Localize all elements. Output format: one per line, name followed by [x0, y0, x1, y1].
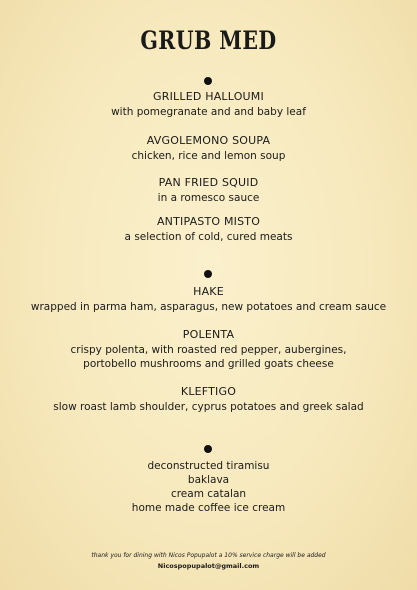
section-bullet-starters [204, 77, 212, 85]
dish-name: HAKE [193, 285, 224, 298]
dish-description: in a romesco sauce [157, 192, 260, 204]
dish-name: ANTIPASTO MISTO [156, 215, 261, 228]
dish-name: AVGOLEMONO SOUPA [146, 134, 271, 147]
dish-description: a selection of cold, cured meats [124, 231, 293, 243]
dish-name: GRILLED HALLOUMI [153, 90, 264, 103]
dessert-item: baklava [187, 474, 230, 486]
dessert-item: cream catalan [170, 488, 247, 500]
dessert-item: home made coffee ice cream [131, 502, 286, 514]
contact-email: Nicospopupalot@gmail.com [157, 562, 260, 570]
section-bullet-mains [204, 270, 212, 278]
dish-name: KLEFTIGO [180, 385, 237, 398]
section-bullet-desserts [204, 445, 212, 453]
dish-description: slow roast lamb shoulder, cyprus potatoes and greek salad [53, 401, 364, 413]
dish-description: wrapped in parma ham, asparagus, new potatoes and cream sauce [30, 301, 387, 313]
service-charge-note: thank you for dining with Nicos Popupalot a 10% service charge will be added [91, 552, 326, 559]
dish-name: PAN FRIED SQUID [158, 176, 259, 189]
dish-description: chicken, rice and lemon soup [131, 150, 286, 162]
dessert-item: deconstructed tiramisu [147, 460, 270, 472]
dish-description: portobello mushrooms and grilled goats cheese [83, 358, 334, 370]
dish-name: POLENTA [182, 328, 235, 341]
dish-description: crispy polenta, with roasted red pepper, aubergines, [70, 344, 347, 356]
menu-title: GRUB MED [140, 26, 277, 55]
dish-description: with pomegranate and and baby leaf [111, 106, 306, 118]
